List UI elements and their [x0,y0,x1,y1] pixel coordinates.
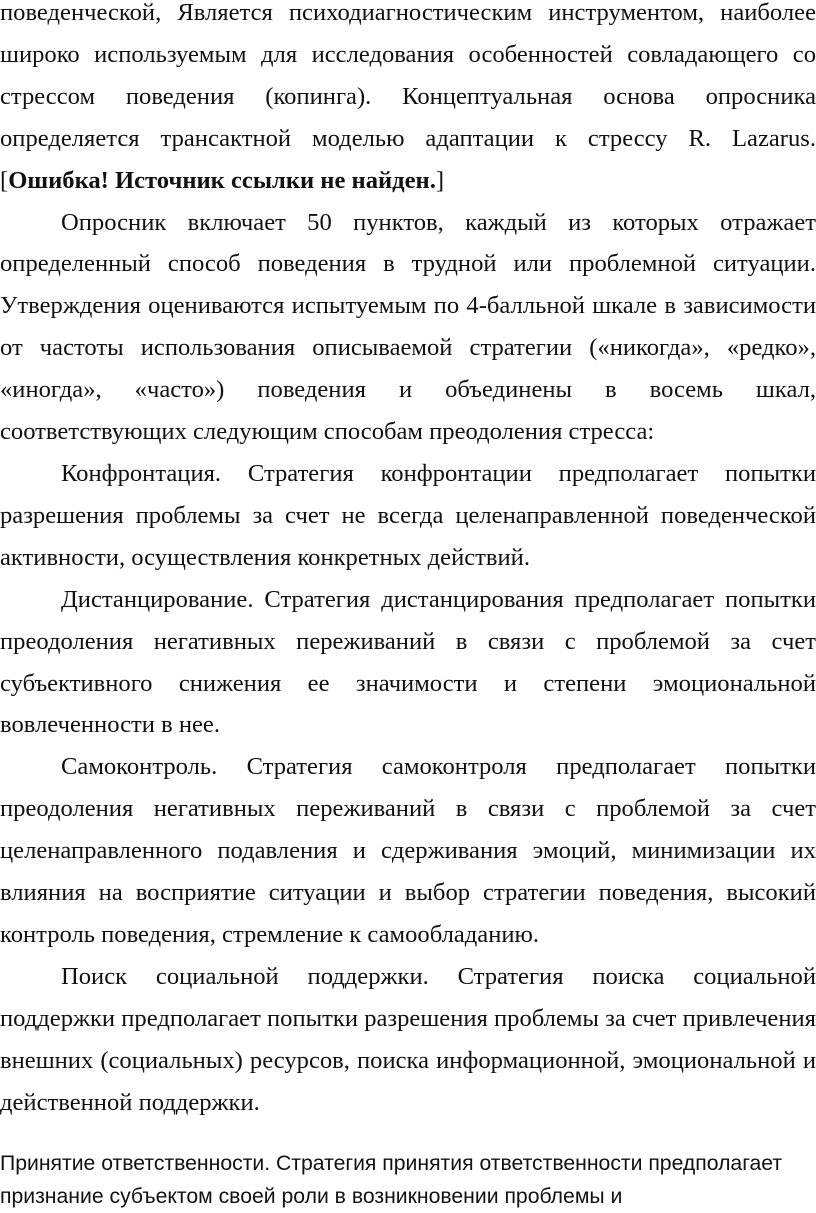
reference-error-message: Ошибка! Источник ссылки не найден. [8,166,436,194]
paragraph-responsibility: Принятие ответственности. Стратегия принятия ответственности предполагает признание субъектом своей роли в возникновении проблемы и [0,1152,783,1208]
ref-close-bracket: ] [435,166,445,194]
paragraph-confrontation: Конфронтация. Стратегия конфронтации предполагает попытки разрешения проблемы за счет не всегда целенаправленной поведенческой активности, осуществления конкретных действий. [0,459,816,571]
paragraph-text: поведенческой, Является психодиагностическим инструментом, наиболее широко используемым для исследования особенностей совладающего со стрессом поведения (копинга). Концептуальная основа опросника определяется трансактной моделью адаптации к стрессу R. Lazarus. [0,0,816,152]
paragraph-self-control: Самоконтроль. Стратегия самоконтроля предполагает попытки преодоления негативных переживаний в связи с проблемой за счет целенаправленного подавления и сдерживания эмоций, минимизации их влияния на восприятие ситуации и выбор стратегии поведения, высокий контроль поведения, стремление к самообладанию. [0,753,816,948]
paragraph-social-support: Поиск социальной поддержки. Стратегия поиска социальной поддержки предполагает попытки разрешения проблемы за счет привлечения внешних (социальных) ресурсов, поиска информационной, эмоциональной и действенной поддержки. [0,962,816,1116]
paragraph-questionnaire: Опросник включает 50 пунктов, каждый из которых отражает определенный способ поведения в трудной или проблемной ситуации. Утверждения оцениваются испытуемым по 4-балльной шкале в зависимости от частоты использования описываемой стратегии («никогда», «редко», «иногда», «часто») поведения и объединены в восемь шкал, соответствующих следующим способам преодоления стресса: [0,208,816,446]
ref-open-bracket: [ [0,166,9,194]
paragraph-distancing: Дистанцирование. Стратегия дистанцирования предполагает попытки преодоления негативных переживаний в связи с проблемой за счет субъективного снижения ее значимости и степени эмоциональной вовлеченности в нее. [0,585,816,739]
paragraph-continuation [0,0,816,202]
